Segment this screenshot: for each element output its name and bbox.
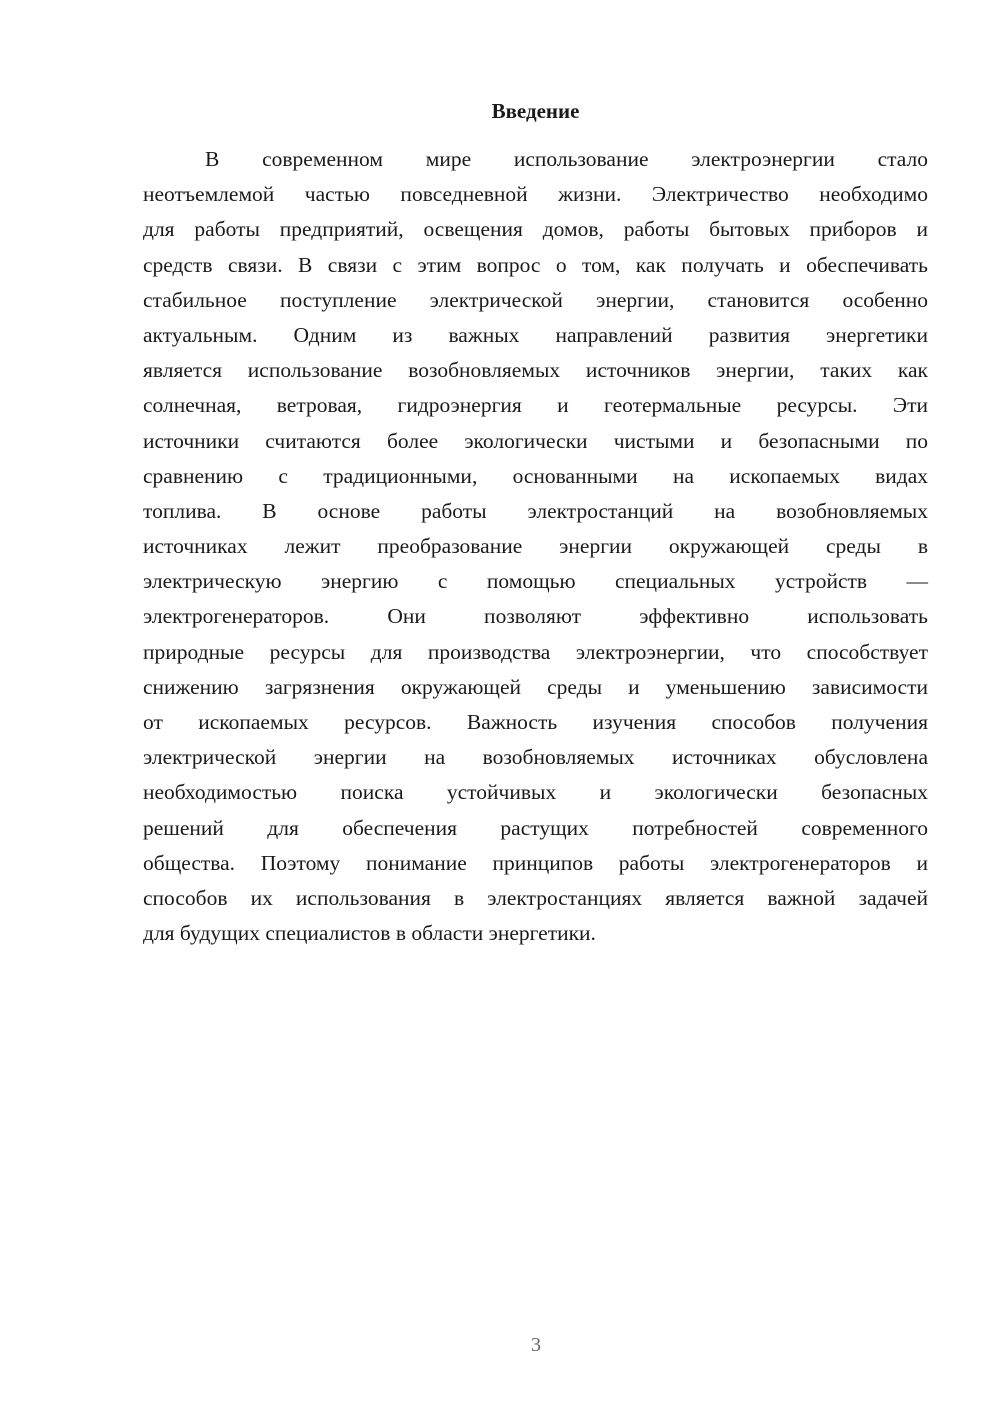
paragraph-line: является использование возобновляемых источников энергии, таких как (143, 358, 928, 383)
paragraph-line: неотъемлемой частью повседневной жизни. Электричество необходимо (143, 182, 928, 207)
paragraph-line: солнечная, ветровая, гидроэнергия и геотермальные ресурсы. Эти (143, 393, 928, 418)
paragraph-line: стабильное поступление электрической энергии, становится особенно (143, 287, 928, 312)
paragraph-line: от ископаемых ресурсов. Важность изучения способов получения (143, 710, 928, 734)
paragraph-line: средств связи. В связи с этим вопрос о том, как получать и обеспечивать (143, 252, 928, 277)
paragraph-line: необходимостью поиска устойчивых и экологически безопасных (143, 780, 928, 805)
paragraph-line: природные ресурсы для производства электроэнергии, что способствует (143, 639, 928, 664)
paragraph-line: электрогенераторов. Они позволяют эффективно использовать (143, 604, 928, 629)
paragraph-line: решений для обеспечения растущих потребностей современного (143, 815, 928, 840)
paragraph-line: снижению загрязнения окружающей среды и уменьшению зависимости (143, 674, 928, 699)
body-paragraph (143, 142, 928, 951)
paragraph-line: топлива. В основе работы электростанций на возобновляемых (143, 498, 928, 523)
paragraph-line: для работы предприятий, освещения домов, работы бытовых приборов и (143, 217, 928, 242)
paragraph-line: для будущих специалистов в области энергетики. (143, 921, 596, 946)
paragraph-line: источники считаются более экологически чистыми и безопасными по (143, 428, 928, 453)
paragraph-line: источниках лежит преобразование энергии окружающей среды в (143, 534, 928, 559)
paragraph-line: электрической энергии на возобновляемых источниках обусловлена (143, 745, 928, 770)
paragraph-line: электрическую энергию с помощью специальных устройств — (143, 569, 928, 594)
paragraph-line: актуальным. Одним из важных направлений развития энергетики (143, 322, 928, 347)
section-heading: Введение (491, 99, 580, 123)
paragraph-line: общества. Поэтому понимание принципов работы электрогенераторов и (143, 850, 928, 875)
paragraph-line: способов их использования в электростанциях является важной задачей (143, 885, 928, 910)
paragraph-line: сравнению с традиционными, основанными на ископаемых видах (143, 463, 928, 488)
paragraph-line: В современном мире использование электроэнергии стало (205, 147, 928, 171)
page-number: 3 (531, 1334, 541, 1356)
